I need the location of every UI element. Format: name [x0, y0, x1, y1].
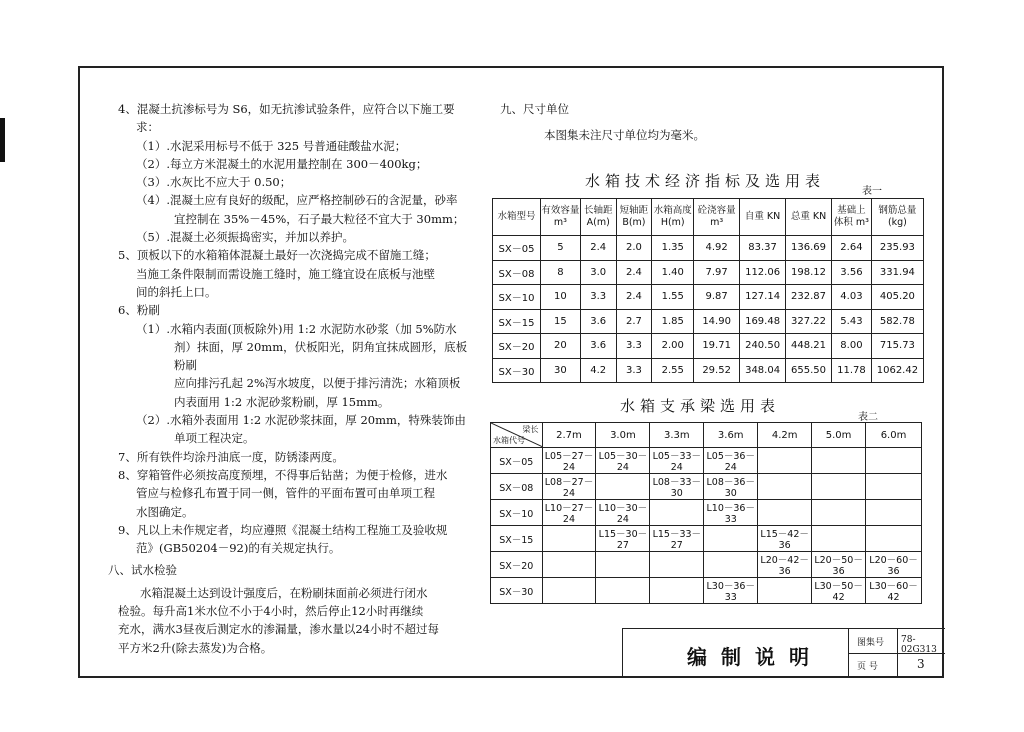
t1-row [493, 334, 924, 359]
t1-cell: 582.78 [871, 309, 923, 334]
table1 [492, 198, 924, 383]
t2-cell: L08－27－24 [542, 474, 596, 500]
t1-cell: 127.14 [740, 285, 786, 310]
t2-cell [812, 448, 866, 474]
t1-h8: 基础上 体积 m³ [832, 199, 872, 236]
note-6-item-1: （1）.水箱内表面(顶板除外)用 1:2 水泥防水砂浆（加 5%防水 [136, 321, 457, 336]
t2-cell: L30－60－42 [866, 578, 922, 604]
t2-cell: L08－36－30 [704, 474, 758, 500]
note-4-cont: 求： [136, 120, 159, 135]
t1-h1: 有效容量 m³ [541, 199, 581, 236]
t1-cell: 3.3 [616, 358, 652, 383]
t1-row [493, 236, 924, 261]
table2-header-row [491, 423, 922, 448]
t1-row [493, 260, 924, 285]
note-5-cont: 当施工条件限制而需设施工缝时，施工缝宜设在底板与池壁 [136, 266, 435, 281]
note-8: 8、穿箱管件必须按高度预埋，不得事后钻凿；为便于检修，进水 [118, 467, 448, 482]
t2-cell: L08－33－30 [650, 474, 704, 500]
note-8-cont2: 水图确定。 [136, 504, 194, 519]
notes-right-column [500, 100, 705, 144]
t1-cell: 19.71 [694, 334, 740, 359]
t1-cell: 2.64 [832, 236, 872, 261]
t2-h3: 3.6m [704, 423, 758, 448]
table1-header-row [493, 199, 924, 236]
t1-cell: SX－05 [493, 236, 541, 261]
t1-cell: 2.00 [652, 334, 694, 359]
page-label: 页 号 [857, 662, 878, 672]
t2-row [491, 526, 922, 552]
t2-cell [812, 474, 866, 500]
section-8-body-2: 检验。每升高1米水位不小于4小时，然后停止12小时再继续 [118, 604, 424, 619]
t1-cell: 4.03 [832, 285, 872, 310]
t2-h6: 6.0m [866, 423, 922, 448]
t2-cell [596, 474, 650, 500]
note-7: 7、所有铁件均涂丹油底一度，防锈漆两度。 [118, 449, 344, 464]
note-6-item-1-cont3: 内表面用 1:2 水泥砂浆粉刷，厚 15mm。 [174, 394, 390, 409]
t2-cell [542, 578, 596, 604]
t2-cell [650, 552, 704, 578]
t1-cell: 235.93 [871, 236, 923, 261]
t2-cell [542, 526, 596, 552]
t2-cell [704, 526, 758, 552]
t2-h0: 2.7m [542, 423, 596, 448]
t2-cell: SX－10 [491, 500, 543, 526]
t2-cell: L15－42－36 [758, 526, 812, 552]
t2-cell: L30－50－42 [812, 578, 866, 604]
t2-cell [866, 474, 922, 500]
table2-title: 水箱支承梁选用表 [619, 397, 780, 415]
t1-cell: 327.22 [786, 309, 832, 334]
t1-cell: 112.06 [740, 260, 786, 285]
page-number: 3 [917, 657, 925, 671]
t1-cell: 4.2 [580, 358, 616, 383]
t1-h5: 砼浇容量 m³ [694, 199, 740, 236]
t1-cell: 1.40 [652, 260, 694, 285]
t2-cell [758, 474, 812, 500]
drawing-title: 编制说明 [687, 645, 823, 669]
t1-cell: 2.4 [580, 236, 616, 261]
table1-tag: 表一 [862, 186, 882, 197]
t2-cell [542, 552, 596, 578]
t1-cell: 198.12 [786, 260, 832, 285]
t2-cell: L20－60－36 [866, 552, 922, 578]
t1-cell: 1.85 [652, 309, 694, 334]
t2-cell [758, 448, 812, 474]
section-8-body-3: 充水，满水3昼夜后测定水的渗漏量，渗水量以24小时不超过每 [118, 622, 439, 637]
binding-edge-mark [0, 118, 5, 162]
t1-cell: 136.69 [786, 236, 832, 261]
t2-corner [491, 423, 543, 448]
t1-cell: 9.87 [694, 285, 740, 310]
t2-h5: 5.0m [812, 423, 866, 448]
t2-cell: L05－36－24 [704, 448, 758, 474]
t1-cell: 4.92 [694, 236, 740, 261]
t2-cell: L30－36－33 [704, 578, 758, 604]
t2-cell: L05－33－24 [650, 448, 704, 474]
t2-cell [758, 578, 812, 604]
note-9: 9、凡以上未作规定者，均应遵照《混凝土结构工程施工及验收规 [118, 522, 448, 537]
note-6-item-1-cont: 剂）抹面，厚 20mm，伏板阳光，阴角宜抹成圆形，底板粉刷 [174, 339, 468, 373]
note-4-item-5: （5）.混凝土必须振捣密实，并加以养护。 [136, 230, 354, 245]
atlas-value: 78-02G313 [901, 635, 937, 655]
t1-cell: 3.56 [832, 260, 872, 285]
t1-cell: SX－10 [493, 285, 541, 310]
t2-cell [758, 500, 812, 526]
t2-cell [596, 552, 650, 578]
table2-tag: 表二 [858, 412, 878, 423]
t1-cell: SX－08 [493, 260, 541, 285]
t1-row [493, 285, 924, 310]
t1-cell: 240.50 [740, 334, 786, 359]
note-4-item-1: （1）.水泥采用标号不低于 325 号普通硅酸盐水泥； [136, 138, 407, 153]
t2-cell [866, 448, 922, 474]
t1-cell: 8.00 [832, 334, 872, 359]
t2-cell: SX－30 [491, 578, 543, 604]
t2-cell [812, 500, 866, 526]
atlas-label: 图集号 [857, 638, 885, 648]
notes-left-column [108, 100, 478, 657]
section-8-heading: 八、试水检验 [108, 563, 177, 578]
t1-cell: 331.94 [871, 260, 923, 285]
t2-cell: L15－33－27 [650, 526, 704, 552]
note-6-item-2-cont: 单项工程决定。 [174, 431, 255, 446]
t1-cell: 405.20 [871, 285, 923, 310]
t1-cell: 348.04 [740, 358, 786, 383]
t2-h2: 3.3m [650, 423, 704, 448]
t1-cell: 11.78 [832, 358, 872, 383]
t1-cell: 8 [541, 260, 581, 285]
note-4-item-2: （2）.每立方米混凝土的水泥用量控制在 300－400kg； [136, 156, 428, 171]
t2-cell [812, 526, 866, 552]
t1-h0: 水箱型号 [493, 199, 541, 236]
t2-cell: L20－42－36 [758, 552, 812, 578]
page-row [849, 653, 945, 677]
t2-cell [704, 552, 758, 578]
t1-cell: 15 [541, 309, 581, 334]
t1-cell: SX－15 [493, 309, 541, 334]
t2-row [491, 474, 922, 500]
t2-cell [650, 578, 704, 604]
title-block-side [848, 628, 945, 677]
t1-cell: 232.87 [786, 285, 832, 310]
t1-cell: 1.55 [652, 285, 694, 310]
t1-cell: 29.52 [694, 358, 740, 383]
t1-h3: 短轴距 B(m) [616, 199, 652, 236]
t1-cell: 10 [541, 285, 581, 310]
t1-cell: 2.4 [616, 260, 652, 285]
note-4-item-3: （3）.水灰比不应大于 0.50； [136, 175, 292, 190]
t2-cell [866, 526, 922, 552]
section-8-body-4: 平方米2升(除去蒸发)为合格。 [118, 640, 273, 655]
t1-cell: 169.48 [740, 309, 786, 334]
t1-cell: SX－30 [493, 358, 541, 383]
section-8-body-1: 水箱混凝土达到设计强度后，在粉刷抹面前必须进行闭水 [140, 585, 428, 600]
t2-row [491, 500, 922, 526]
t1-h6: 自重 KN [740, 199, 786, 236]
t2-h4: 4.2m [758, 423, 812, 448]
t1-cell: 30 [541, 358, 581, 383]
t1-cell: 3.6 [580, 309, 616, 334]
t2-row [491, 578, 922, 604]
t1-cell: 3.0 [580, 260, 616, 285]
t1-cell: 715.73 [871, 334, 923, 359]
t1-cell: 2.0 [616, 236, 652, 261]
title-block [622, 628, 944, 678]
t1-cell: 1.35 [652, 236, 694, 261]
t1-cell: 2.4 [616, 285, 652, 310]
t1-cell: 20 [541, 334, 581, 359]
t1-row [493, 358, 924, 383]
t1-cell: 5 [541, 236, 581, 261]
t1-cell: 655.50 [786, 358, 832, 383]
t2-cell: SX－05 [491, 448, 543, 474]
t1-cell: 3.3 [616, 334, 652, 359]
t1-cell: 3.6 [580, 334, 616, 359]
title-block-main [622, 628, 849, 677]
t1-cell: 448.21 [786, 334, 832, 359]
t2-cell: SX－15 [491, 526, 543, 552]
t1-h9: 钢筋总量 (kg) [871, 199, 923, 236]
t1-cell: SX－20 [493, 334, 541, 359]
t2-row [491, 552, 922, 578]
note-5-cont2: 间的斜托上口。 [136, 284, 217, 299]
t1-cell: 2.55 [652, 358, 694, 383]
note-4-item-4: （4）.混凝土应有良好的级配，应严格控制砂石的含泥量，砂率 [136, 193, 458, 208]
note-6-item-2: （2）.水箱外表面用 1:2 水泥砂浆抹面，厚 20mm，特殊装饰由 [136, 413, 466, 428]
t2-cell: L15－30－27 [596, 526, 650, 552]
table2 [490, 422, 922, 604]
t2-row [491, 448, 922, 474]
t2-corner-bottom: 水箱代号 [493, 436, 525, 445]
t1-cell: 3.3 [580, 285, 616, 310]
t2-cell [596, 578, 650, 604]
t2-cell: L10－27－24 [542, 500, 596, 526]
t2-cell: L10－30－24 [596, 500, 650, 526]
note-9-cont: 范》(GB50204－92)的有关规定执行。 [136, 541, 341, 556]
t2-cell: L10－36－33 [704, 500, 758, 526]
table1-title: 水箱技术经济指标及选用表 [584, 172, 825, 190]
t2-corner-top: 梁长 [522, 425, 539, 434]
t2-cell [866, 500, 922, 526]
t1-cell: 83.37 [740, 236, 786, 261]
note-6-item-1-cont2: 应向排污孔起 2%泻水坡度，以便于排污清洗；水箱顶板 [174, 376, 461, 391]
t1-cell: 1062.42 [871, 358, 923, 383]
t2-cell: L05－27－24 [542, 448, 596, 474]
t2-cell: SX－08 [491, 474, 543, 500]
t2-h1: 3.0m [596, 423, 650, 448]
note-4-item-4-cont: 宜控制在 35%－45%，石子最大粒径不宜大于 30mm； [174, 211, 465, 226]
t1-h2: 长轴距 A(m) [580, 199, 616, 236]
t1-row [493, 309, 924, 334]
t1-h7: 总重 KN [786, 199, 832, 236]
atlas-row [849, 629, 945, 654]
note-6: 6、粉刷 [118, 303, 160, 318]
t1-cell: 2.7 [616, 309, 652, 334]
section-9-body: 本图集未注尺寸单位均为毫米。 [544, 128, 705, 142]
t1-h4: 水箱高度 H(m) [652, 199, 694, 236]
note-4: 4、混凝土抗渗标号为 S6，如无抗渗试验条件，应符合以下施工要 [118, 102, 455, 116]
t2-cell: L05－30－24 [596, 448, 650, 474]
note-5: 5、顶板以下的水箱箱体混凝土最好一次浇捣完成不留施工缝； [118, 248, 436, 263]
t2-cell: SX－20 [491, 552, 543, 578]
t1-cell: 7.97 [694, 260, 740, 285]
note-8-cont: 管应与检修孔布置于同一侧，管件的平面布置可由单项工程 [136, 486, 435, 501]
section-9-heading: 九、尺寸单位 [500, 102, 569, 116]
t1-cell: 5.43 [832, 309, 872, 334]
t1-cell: 14.90 [694, 309, 740, 334]
t2-cell: L20－50－36 [812, 552, 866, 578]
t2-cell [650, 500, 704, 526]
